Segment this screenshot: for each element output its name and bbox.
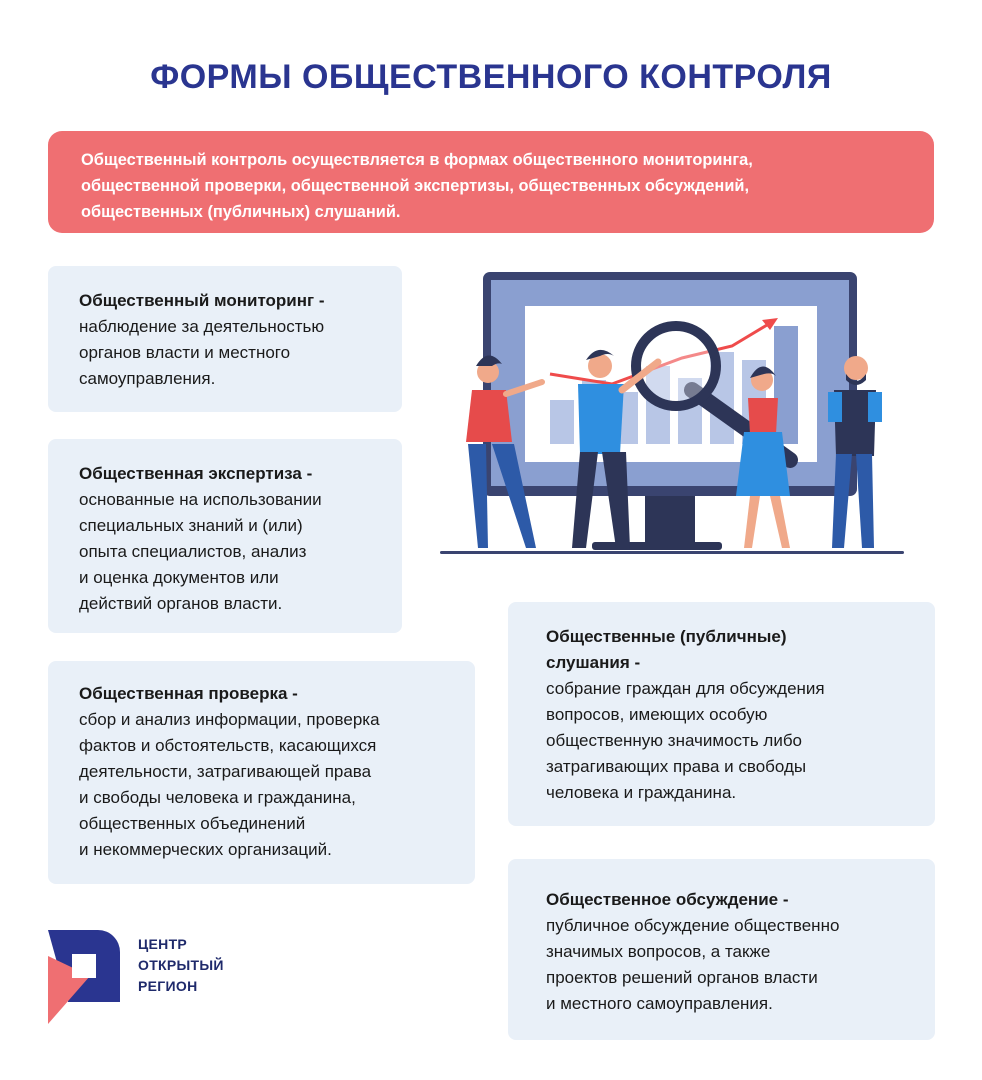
card-term: Общественный мониторинг - xyxy=(79,291,325,310)
card-def-line: собрание граждан для обсуждения xyxy=(546,679,825,698)
card-discussion xyxy=(508,859,935,1040)
intro-line: общественной проверки, общественной экспертизы, общественных обсуждений, xyxy=(81,177,750,195)
logo-line: ОТКРЫТЫЙ xyxy=(138,957,224,973)
card-def-line: вопросов, имеющих особую xyxy=(546,705,768,724)
card-hearings xyxy=(508,602,935,826)
card-def-line: действий органов власти. xyxy=(79,594,283,613)
logo-line: РЕГИОН xyxy=(138,978,198,994)
card-def-line: общественных объединений xyxy=(79,814,306,833)
card-def-line: и оценка документов или xyxy=(79,568,279,587)
card-def-line: проектов решений органов власти xyxy=(546,968,818,987)
card-inspection xyxy=(48,661,475,884)
card-term: слушания - xyxy=(546,653,641,672)
card-def-line: основанные на использовании xyxy=(79,490,322,509)
card-monitoring xyxy=(48,266,402,412)
card-def-line: общественную значимость либо xyxy=(546,731,803,750)
card-def-line: человека и гражданина. xyxy=(546,783,737,802)
card-def-line: наблюдение за деятельностью xyxy=(79,317,325,336)
monitor-analytics-team-illustration xyxy=(432,262,912,562)
card-def-line: значимых вопросов, а также xyxy=(546,942,771,961)
open-region-logo-icon xyxy=(48,930,124,1024)
card-def-line: специальных знаний и (или) xyxy=(79,516,303,535)
card-term: Общественная экспертиза - xyxy=(79,464,313,483)
card-term: Общественная проверка - xyxy=(79,684,298,703)
logo-line: ЦЕНТР xyxy=(138,936,188,952)
card-def-line: публичное обсуждение общественно xyxy=(546,916,840,935)
intro-line: общественных (публичных) слушаний. xyxy=(81,203,401,221)
card-def-line: и некоммерческих организаций. xyxy=(79,840,332,859)
card-term: Общественные (публичные) xyxy=(546,627,787,646)
card-def-line: и местного самоуправления. xyxy=(546,994,773,1013)
card-def-line: затрагивающих права и свободы xyxy=(546,757,807,776)
card-def-line: сбор и анализ информации, проверка xyxy=(79,710,380,729)
card-expertise xyxy=(48,439,402,633)
logo-text xyxy=(138,934,224,997)
page-title: ФОРМЫ ОБЩЕСТВЕННОГО КОНТРОЛЯ xyxy=(150,58,832,96)
card-def-line: органов власти и местного xyxy=(79,343,291,362)
card-def-line: и свободы человека и гражданина, xyxy=(79,788,356,807)
intro-banner xyxy=(48,131,934,233)
intro-line: Общественный контроль осуществляется в формах общественного мониторинга, xyxy=(81,151,753,169)
card-def-line: фактов и обстоятельств, касающихся xyxy=(79,736,377,755)
card-def-line: самоуправления. xyxy=(79,369,216,388)
card-term: Общественное обсуждение - xyxy=(546,890,789,909)
card-def-line: деятельности, затрагивающей права xyxy=(79,762,372,781)
card-def-line: опыта специалистов, анализ xyxy=(79,542,307,561)
